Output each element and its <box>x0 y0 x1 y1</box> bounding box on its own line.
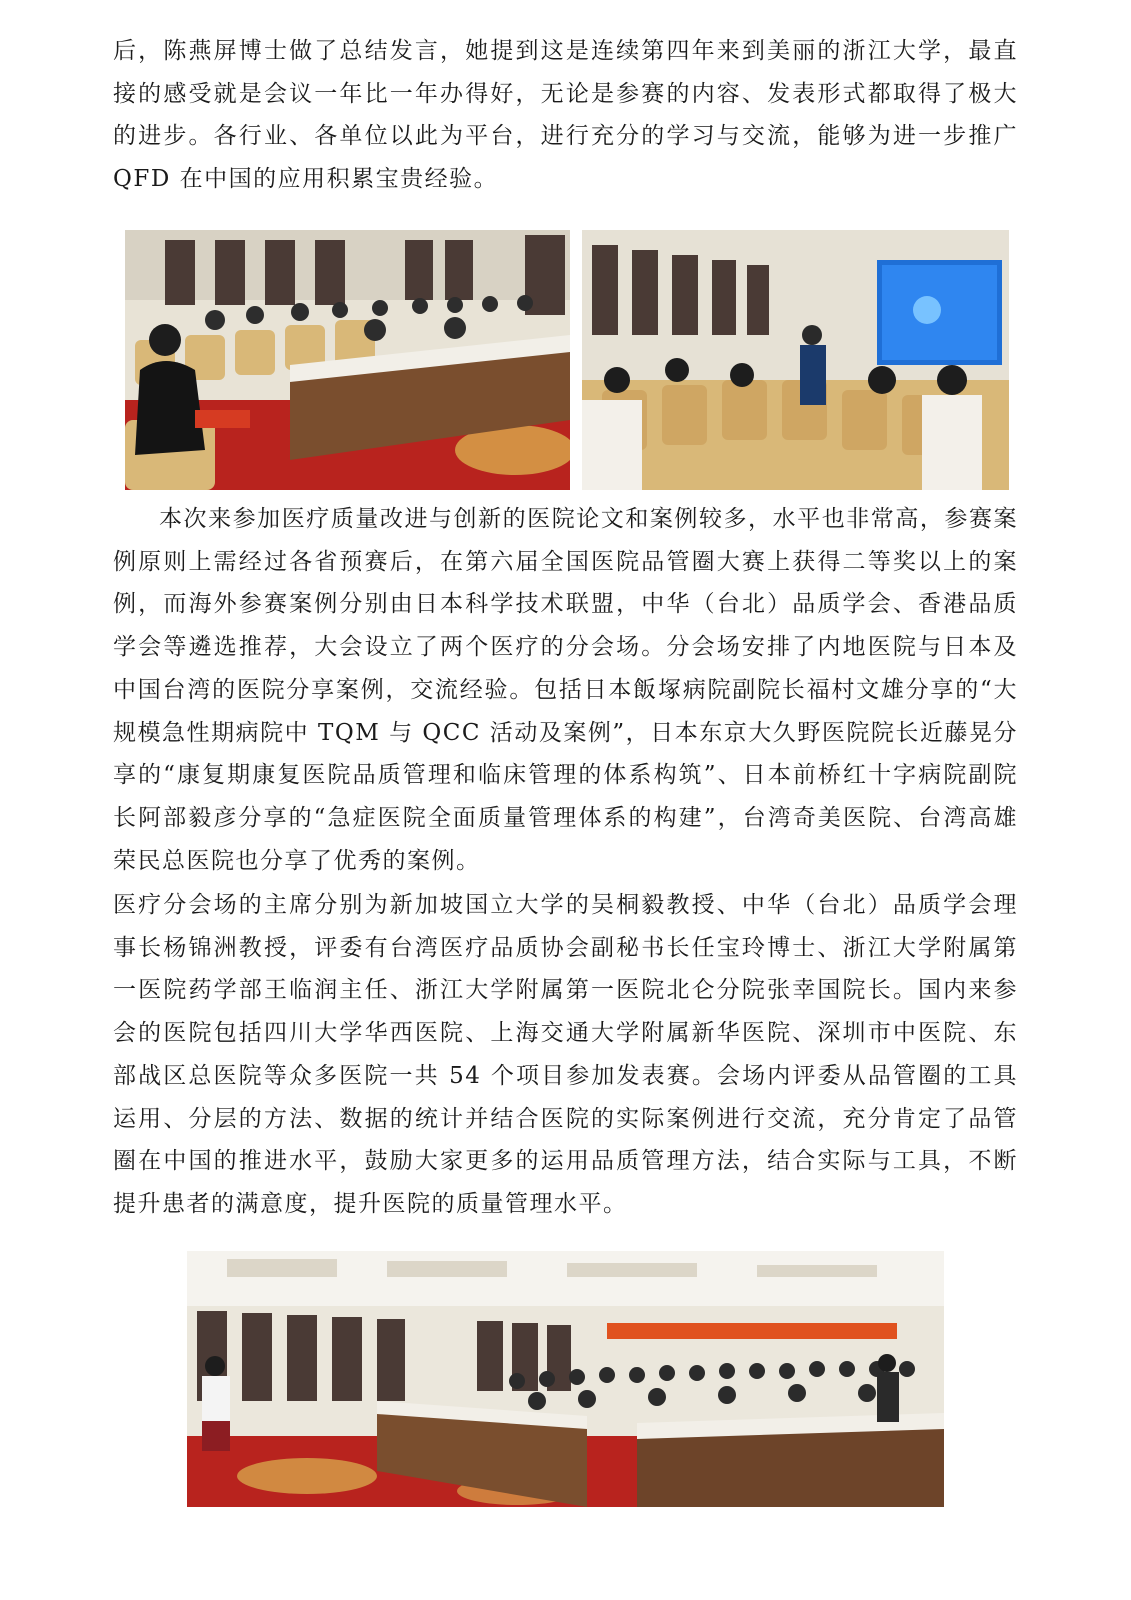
paragraph-medical-cases: 本次来参加医疗质量改进与创新的医院论文和案例较多，水平也非常高，参赛案例原则上需经过各省预赛后，在第六届全国医院品管圈大赛上获得二等奖以上的案例，而海外参赛案例分别由日本科学技术联盟，中华（台北）品质学会、香港品质学会等遴选推荐，大会设立了两个医疗的分会场。分会场安排了内地医院与日本及中国台湾的医院分享案例，交流经验。包括日本飯塚病院副院长福村文雄分享的“大规模急性期病院中 TQM 与 QCC 活动及案例”，日本东京大久野医院院长近藤晃分享的“康复期康复医院品质管理和临床管理的体系构筑”、日本前桥红十字病院副院长阿部毅彦分享的“急症医院全面质量管理体系的构建”，台湾奇美医院、台湾高雄荣民总医院也分享了优秀的案例。 <box>113 506 1018 874</box>
photo-audience-left-image <box>125 230 570 490</box>
photo-speaker-presentation <box>582 230 1009 490</box>
photo-audience-left <box>125 230 570 490</box>
photo-conference-hall <box>187 1251 944 1507</box>
photo-speaker-presentation-image <box>582 230 1009 490</box>
paragraph-session-chairs: 医疗分会场的主席分别为新加坡国立大学的吴桐毅教授、中华（台北）品质学会理事长杨锦洲教授，评委有台湾医疗品质协会副秘书长任宝玲博士、浙江大学附属第一医院药学部王临润主任、浙江大学附属第一医院北仑分院张幸国院长。国内来参会的医院包括四川大学华西医院、上海交通大学附属新华医院、深圳市中医院、东部战区总医院等众多医院一共 54 个项目参加发表赛。会场内评委从品管圈的工具运用、分层的方法、数据的统计并结合医院的实际案例进行交流，充分肯定了品管圈在中国的推进水平，鼓励大家更多的运用品质管理方法，结合实际与工具，不断提升患者的满意度，提升医院的质量管理水平。 <box>113 892 1018 1217</box>
paragraph-closing-remarks: 后，陈燕屏博士做了总结发言，她提到这是连续第四年来到美丽的浙江大学，最直接的感受就是会议一年比一年办得好，无论是参赛的内容、发表形式都取得了极大的进步。各行业、各单位以此为平台，进行充分的学习与交流，能够为进一步推广 QFD 在中国的应用积累宝贵经验。 <box>113 38 1018 193</box>
photo-conference-hall-image <box>187 1251 944 1507</box>
